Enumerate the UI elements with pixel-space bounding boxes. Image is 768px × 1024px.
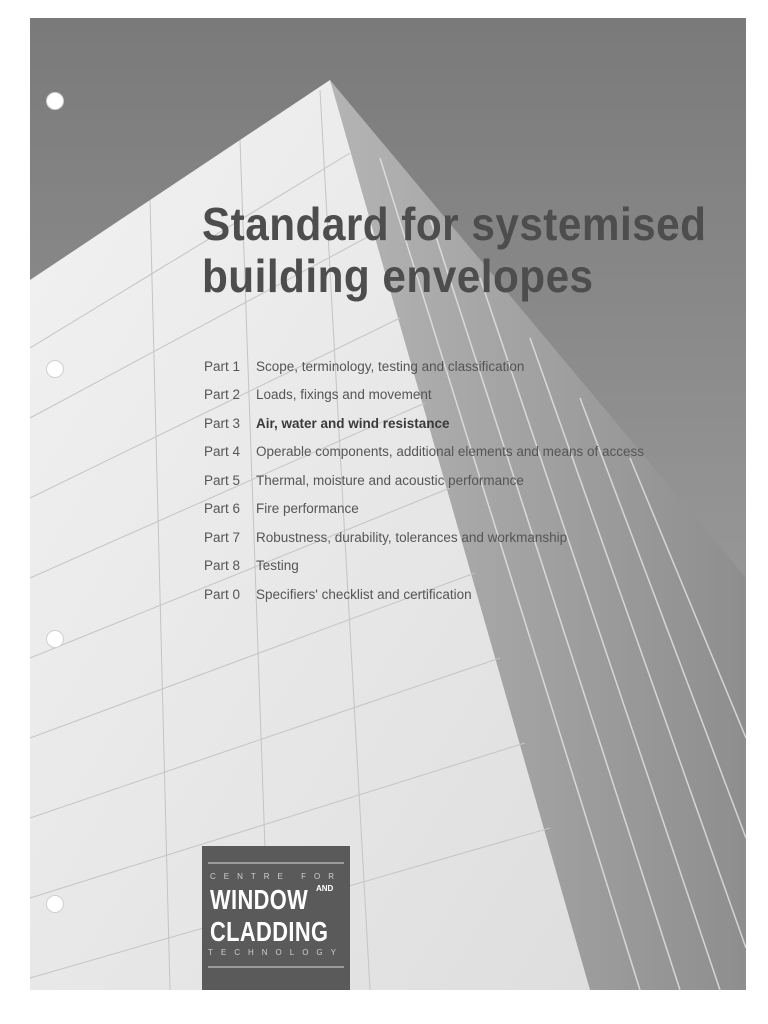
part-title: Fire performance	[256, 501, 359, 517]
part-item-5	[204, 466, 644, 495]
part-item-2	[204, 381, 644, 410]
cover-sheet	[30, 18, 746, 990]
part-title: Robustness, durability, tolerances and workmanship	[256, 529, 568, 545]
logo-and-text: AND	[316, 884, 334, 893]
binder-hole-2	[46, 360, 64, 378]
binder-hole-1	[46, 92, 64, 110]
logo-cladding-text: CLADDING	[210, 916, 329, 947]
binder-hole-4	[46, 895, 64, 913]
document-title	[202, 198, 706, 302]
title-line-1: Standard for systemised	[202, 198, 707, 250]
part-title: Operable components, additional elements and means of access	[256, 444, 644, 460]
part-item-8	[204, 552, 644, 581]
logo-rule-bottom	[208, 966, 344, 968]
part-item-7	[204, 523, 644, 552]
part-title: Scope, terminology, testing and classification	[256, 358, 525, 374]
logo-window-text: WINDOW	[210, 884, 309, 915]
part-item-4	[204, 438, 644, 467]
part-title: Specifiers' checklist and certification	[256, 586, 472, 602]
part-number: Part 7	[204, 529, 241, 545]
part-number: Part 4	[204, 444, 241, 460]
part-number: Part 6	[204, 501, 241, 517]
part-item-1	[204, 352, 644, 381]
part-item-6	[204, 495, 644, 524]
logo-top-text: CENTRE FOR	[210, 872, 342, 881]
part-item-0	[204, 580, 644, 609]
part-number: Part 5	[204, 472, 241, 488]
part-title-highlighted: Air, water and wind resistance	[256, 415, 450, 431]
part-number: Part 2	[204, 387, 241, 403]
part-item-3	[204, 409, 644, 438]
part-number: Part 1	[204, 358, 241, 374]
logo-bottom-text: TECHNOLOGY	[207, 948, 344, 957]
part-number: Part 0	[204, 586, 241, 602]
part-title: Thermal, moisture and acoustic performance	[256, 472, 524, 488]
part-title: Loads, fixings and movement	[256, 387, 432, 403]
part-number: Part 8	[204, 558, 241, 574]
logo-rule-top	[208, 862, 344, 864]
binder-hole-3	[46, 630, 64, 648]
part-title: Testing	[256, 558, 299, 574]
part-number: Part 3	[204, 415, 241, 431]
cwct-logo	[202, 846, 350, 990]
parts-list	[204, 352, 644, 609]
title-line-2: building envelopes	[202, 250, 594, 302]
